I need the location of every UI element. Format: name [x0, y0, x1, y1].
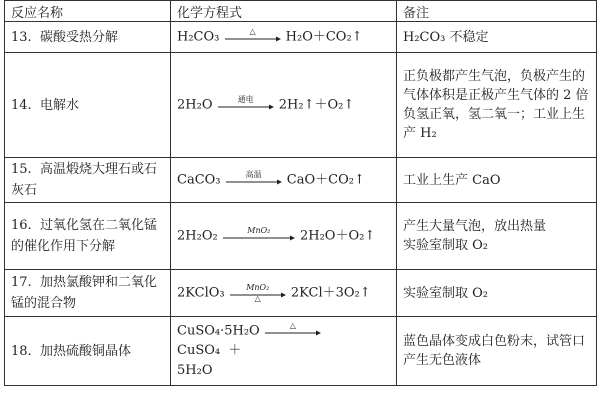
equation-reactants: H₂CO₃	[177, 29, 220, 45]
equation	[171, 158, 397, 203]
equation-reactants: 2KClO₃	[177, 285, 225, 301]
note: 实验室制取 O₂	[397, 270, 597, 317]
note: 工业上生产 CaO	[397, 158, 597, 203]
reaction-condition: MnO₂	[247, 225, 271, 235]
reaction-condition: 高温	[245, 169, 262, 179]
equation-reactants: 2H₂O₂	[177, 228, 218, 244]
reaction-condition: △	[249, 26, 256, 36]
table-row	[5, 317, 597, 386]
table-row	[5, 53, 597, 158]
reaction-name: 17. 加热氯酸钾和二氧化锰的混合物	[5, 270, 171, 317]
equation-products: 2H₂↑＋O₂↑	[278, 97, 355, 113]
note: H₂CO₃ 不稳定	[397, 22, 597, 53]
equation	[171, 270, 397, 317]
reaction-arrow-icon	[229, 283, 287, 303]
table-header-row	[5, 1, 597, 22]
reaction-arrow-icon	[222, 226, 296, 246]
reaction-table	[4, 0, 597, 386]
reaction-name: 16. 过氧化氢在二氧化锰的催化作用下分解	[5, 203, 171, 270]
equation	[171, 53, 397, 158]
header-equation: 化学方程式	[171, 1, 397, 22]
reaction-arrow-icon	[225, 170, 283, 190]
table-row	[5, 203, 597, 270]
equation	[171, 203, 397, 270]
equation-reactants: CuSO₄·5H₂O	[177, 323, 260, 339]
table-row	[5, 270, 597, 317]
header-note: 备注	[397, 1, 597, 22]
equation-reactants: 2H₂O	[177, 97, 213, 113]
reaction-name: 18. 加热硫酸铜晶体	[5, 317, 171, 386]
reaction-condition: MnO₂	[246, 282, 270, 292]
equation-reactants: CaCO₃	[177, 172, 221, 188]
reaction-arrow-icon	[264, 321, 322, 341]
note: 正负极都产生气泡，负极产生的气体体积是正极产生气体的 2 倍 负氢正氧，氢二氧一；工业上生产 H₂	[397, 53, 597, 158]
reaction-condition: △	[289, 320, 296, 330]
equation-products: 2KCl＋3O₂↑	[290, 285, 371, 301]
equation-products: CaO＋CO₂↑	[286, 172, 365, 188]
equation	[171, 22, 397, 53]
equation-products: CuSO₄ ＋	[177, 343, 242, 359]
table-row	[5, 158, 597, 203]
note: 产生大量气泡，放出热量 实验室制取 O₂	[397, 203, 597, 270]
reaction-name: 13. 碳酸受热分解	[5, 22, 171, 53]
equation	[171, 317, 397, 386]
table-row	[5, 22, 597, 53]
reaction-arrow-icon	[224, 27, 282, 47]
reaction-name: 15. 高温煅烧大理石或石灰石	[5, 158, 171, 203]
reaction-arrow-icon	[217, 95, 275, 115]
header-reaction-name: 反应名称	[5, 1, 171, 22]
note: 蓝色晶体变成白色粉末，试管口产生无色液体	[397, 317, 597, 386]
reaction-name: 14. 电解水	[5, 53, 171, 158]
equation-products: H₂O＋CO₂↑	[285, 29, 363, 45]
reaction-condition: 通电	[237, 94, 254, 104]
equation-products-continued: 5H₂O	[177, 363, 213, 379]
reaction-condition-heat: △	[254, 293, 261, 303]
equation-products: 2H₂O＋O₂↑	[299, 228, 376, 244]
